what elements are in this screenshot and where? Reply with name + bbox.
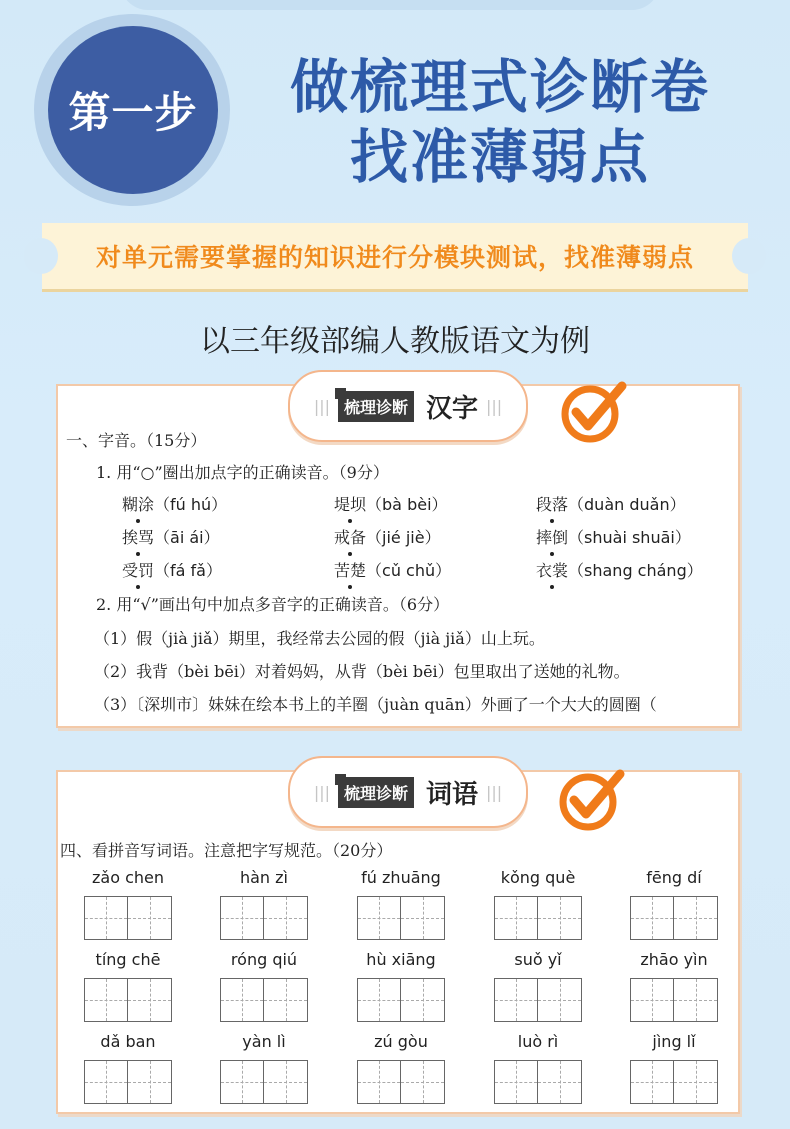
pinyin-writing-cell: zhāo yìn (630, 950, 718, 1022)
card-header-pill (288, 370, 528, 442)
word-item: 衣裳（shang cháng） (536, 558, 703, 581)
writing-box[interactable] (674, 896, 718, 940)
headline-line-2: 找准薄弱点 (349, 123, 650, 191)
pinyin-writing-cell: hàn zì (220, 868, 308, 940)
writing-box[interactable] (630, 978, 674, 1022)
writing-box[interactable] (84, 1060, 128, 1104)
pinyin-writing-cell: yàn lì (220, 1032, 308, 1104)
writing-box[interactable] (538, 1060, 582, 1104)
ribbon-notch-right (732, 238, 766, 274)
word-item: 摔倒（shuài shuāi） (536, 525, 691, 548)
writing-box[interactable] (84, 978, 128, 1022)
checkmark-icon (560, 376, 628, 444)
section-title: 四、看拼音写词语。注意把字写规范。（20分） (60, 841, 393, 860)
writing-box[interactable] (357, 978, 401, 1022)
writing-box[interactable] (264, 978, 308, 1022)
pinyin-writing-cell: zú gòu (357, 1032, 445, 1104)
headline-line-1: 做梳理式诊断卷 (289, 53, 710, 121)
step-badge (48, 26, 218, 194)
writing-box[interactable] (401, 896, 445, 940)
pinyin-writing-cell: fú zhuāng (357, 868, 445, 940)
word-item: 糊涂（fú hú） (122, 492, 227, 515)
ribbon-notch-left (24, 238, 58, 274)
writing-box[interactable] (674, 1060, 718, 1104)
word-item: 戒备（jié jiè） (334, 525, 441, 548)
diagnosis-tag: 梳理诊断 (338, 777, 414, 808)
writing-box[interactable] (264, 896, 308, 940)
pinyin-writing-cell: suǒ yǐ (494, 950, 582, 1022)
pinyin-writing-cell: dǎ ban (84, 1032, 172, 1104)
example-caption: 以三年级部编人教版语文为例 (200, 324, 590, 359)
diagnosis-card-ciyu (56, 770, 740, 1114)
writing-box[interactable] (128, 978, 172, 1022)
card-subject: 词语 (426, 779, 479, 810)
word-item: 堤坝（bà bèi） (334, 492, 448, 515)
pill-bars-left-icon: ||| (313, 782, 330, 802)
writing-box[interactable] (84, 896, 128, 940)
writing-box[interactable] (630, 896, 674, 940)
pinyin-writing-cell: fēng dí (630, 868, 718, 940)
writing-box[interactable] (264, 1060, 308, 1104)
pill-bars-left-icon: ||| (313, 396, 330, 416)
word-item: 苦楚（cǔ chǔ） (334, 558, 451, 581)
pinyin-writing-cell: luò rì (494, 1032, 582, 1104)
ribbon-banner (42, 223, 748, 289)
word-item: 挨骂（āi ái） (122, 525, 220, 548)
pinyin-writing-cell: kǒng què (494, 868, 582, 940)
writing-box[interactable] (220, 1060, 264, 1104)
writing-box[interactable] (630, 1060, 674, 1104)
pinyin-writing-cell: zǎo chen (84, 868, 172, 940)
pill-bars-right-icon: ||| (486, 782, 503, 802)
writing-box[interactable] (401, 978, 445, 1022)
pinyin-writing-cell: róng qiú (220, 950, 308, 1022)
writing-box[interactable] (494, 896, 538, 940)
word-item: 段落（duàn duǎn） (536, 492, 686, 515)
writing-box[interactable] (494, 1060, 538, 1104)
top-cap-decoration (120, 0, 660, 10)
word-item: 受罚（fá fǎ） (122, 558, 222, 581)
question-1: 1. 用“○”圈出加点字的正确读音。（9分） (96, 463, 389, 482)
pill-bars-right-icon: ||| (486, 396, 503, 416)
pinyin-writing-cell: tíng chē (84, 950, 172, 1022)
checkmark-icon (558, 764, 626, 832)
section-title: 一、字音。（15分） (66, 431, 207, 450)
diagnosis-tag: 梳理诊断 (338, 391, 414, 422)
headline (240, 52, 760, 192)
step-badge-label: 第一步 (68, 88, 198, 137)
ribbon-text: 对单元需要掌握的知识进行分模块测试，找准薄弱点 (95, 243, 694, 272)
writing-box[interactable] (128, 1060, 172, 1104)
writing-box[interactable] (401, 1060, 445, 1104)
writing-box[interactable] (220, 978, 264, 1022)
writing-box[interactable] (538, 978, 582, 1022)
writing-box[interactable] (494, 978, 538, 1022)
writing-box[interactable] (538, 896, 582, 940)
writing-box[interactable] (357, 896, 401, 940)
diagnosis-card-hanzi (56, 384, 740, 728)
sentence-2: （2）我背（bèi bēi）对着妈妈，从背（bèi bēi）包里取出了送她的礼物。 (94, 662, 630, 681)
writing-box[interactable] (674, 978, 718, 1022)
writing-box[interactable] (357, 1060, 401, 1104)
pinyin-writing-cell: jìng lǐ (630, 1032, 718, 1104)
pinyin-writing-cell: hù xiāng (357, 950, 445, 1022)
writing-box[interactable] (128, 896, 172, 940)
sentence-1: （1）假（jià jiǎ）期里，我经常去公园的假（jià jiǎ）山上玩。 (94, 629, 545, 648)
card-subject: 汉字 (426, 393, 479, 424)
sentence-3: （3）〔深圳市〕妹妹在绘本书上的羊圈（juàn quān）外画了一个大大的圆圈（ (94, 695, 657, 714)
writing-box[interactable] (220, 896, 264, 940)
card-header-pill (288, 756, 528, 828)
question-2: 2. 用“√”画出句中加点多音字的正确读音。（6分） (96, 595, 450, 614)
